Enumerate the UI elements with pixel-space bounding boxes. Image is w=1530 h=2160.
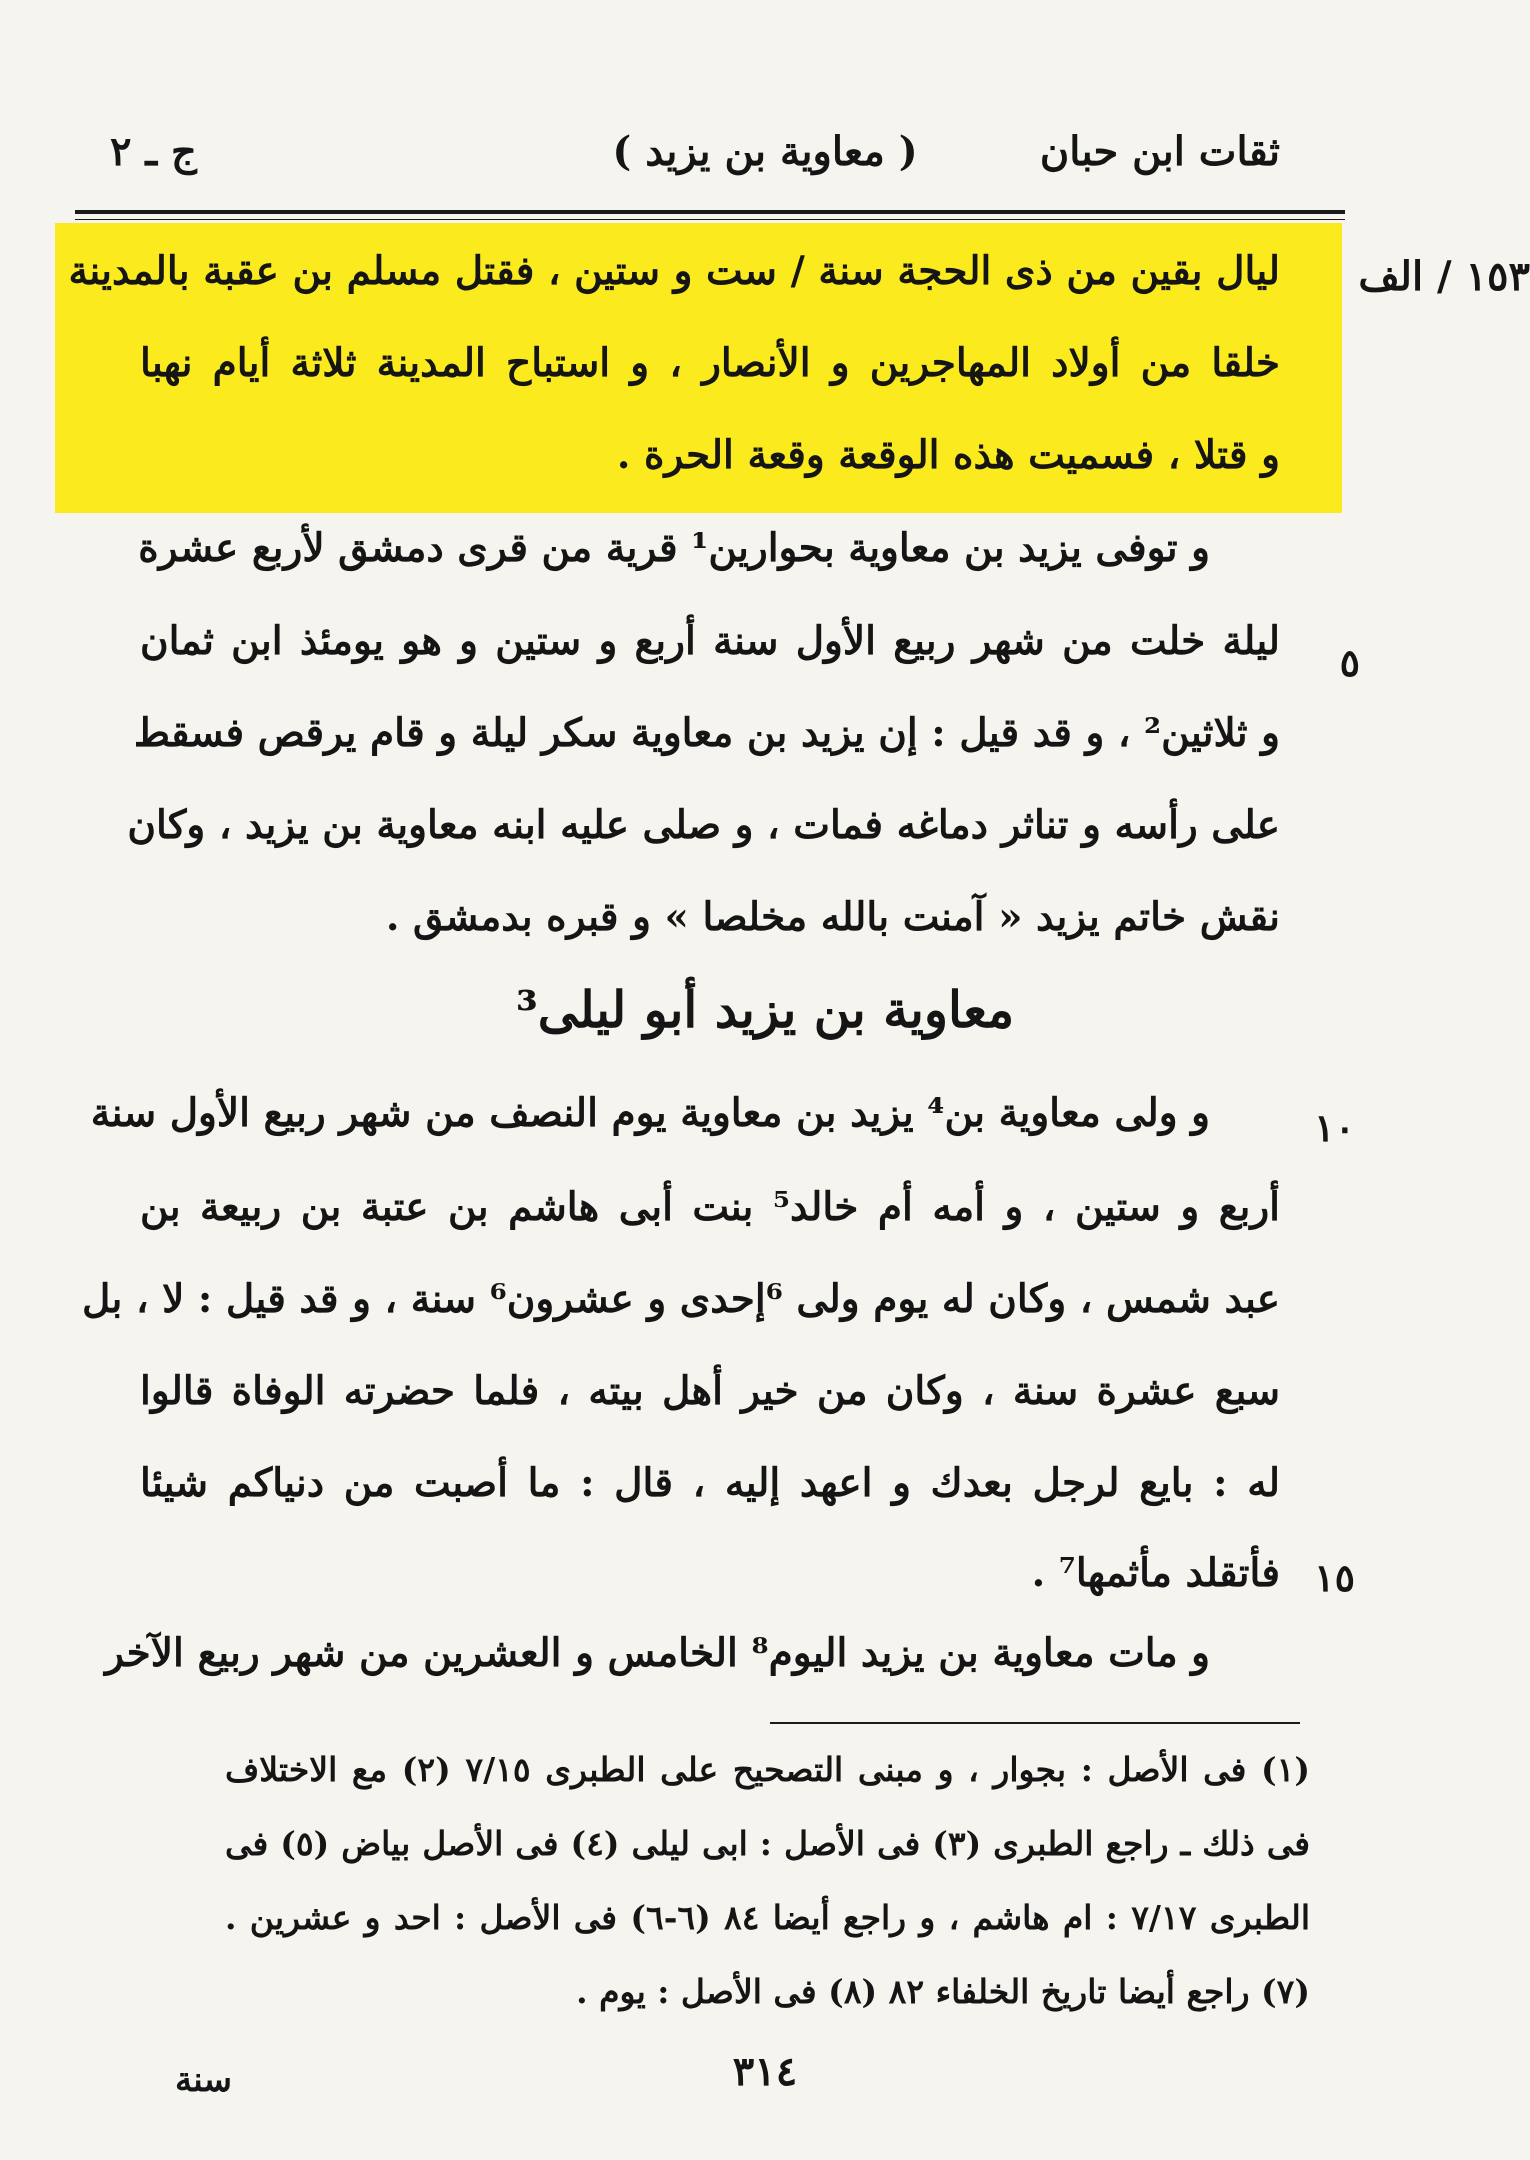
paragraph-line: و ثلاثين² ، و قد قيل : إن يزيد بن معاوية سكر ليلة و قام يرقص فسقط	[133, 710, 1280, 756]
highlighted-line: ليال بقين من ذى الحجة سنة / ست و ستين ، فقتل مسلم بن عقبة بالمدينة	[68, 248, 1280, 294]
paragraph-line: ليلة خلت من شهر ربيع الأول سنة أربع و ستين و هو يومئذ ابن ثمان	[140, 618, 1280, 664]
paragraph-line: سبع عشرة سنة ، وكان من خير أهل بيته ، فلما حضرته الوفاة قالوا	[140, 1368, 1280, 1414]
paragraph-line: عبد شمس ، وكان له يوم ولى ⁶إحدى و عشرون⁶ سنة ، و قد قيل : لا ، بل	[81, 1276, 1280, 1322]
paragraph-line: و مات معاوية بن يزيد اليوم⁸ الخامس و العشرين من شهر ربيع الآخر	[105, 1630, 1210, 1676]
running-header-title: ثقات ابن حبان	[1039, 128, 1280, 175]
footnote-separator	[770, 1722, 1300, 1724]
paragraph-line: له : بايع لرجل بعدك و اعهد إليه ، قال : ما أصبت من دنياكم شيئا	[140, 1460, 1280, 1506]
header-rule-thick	[75, 210, 1345, 214]
highlighted-line: و قتلا ، فسميت هذه الوقعة وقعة الحرة .	[616, 432, 1280, 478]
line-number-10: ١٠	[1314, 1105, 1355, 1150]
footnote-line: (٧) راجع أيضا تاريخ الخلفاء ٨٢ (٨) فى الأصل : يوم .	[576, 1972, 1310, 2011]
signature-mark: سنة	[175, 2060, 232, 2100]
paragraph-line: أربع و ستين ، و أمه أم خالد⁵ بنت أبى هاشم بن عتبة بن ربيعة بن	[140, 1184, 1280, 1230]
footnote-line: فى ذلك ـ راجع الطبرى (٣) فى الأصل : ابى ليلى (٤) فى الأصل بياض (٥) فى	[225, 1824, 1310, 1863]
line-number-15: ١٥	[1314, 1555, 1355, 1600]
paragraph-line: على رأسه و تناثر دماغه فمات ، و صلى عليه ابنه معاوية بن يزيد ، وكان	[127, 802, 1280, 848]
section-heading: معاوية بن يزيد أبو ليلى³	[515, 980, 1015, 1039]
page-number: ٣١٤	[732, 2048, 798, 2095]
footnote-line: الطبرى ٧/١٧ : ام هاشم ، و راجع أيضا ٨٤ (٦-٦) فى الأصل : احد و عشرين .	[225, 1898, 1310, 1937]
running-header-volume: ج ـ ٢	[110, 128, 197, 175]
paragraph-line: و ولى معاوية بن⁴ يزيد بن معاوية يوم النصف من شهر ربيع الأول سنة	[90, 1090, 1210, 1136]
line-number-5: ٥	[1339, 640, 1360, 685]
folio-marker: ١٥٣ / الف	[1358, 253, 1530, 300]
paragraph-line: فأتقلد مأثمها⁷ .	[1031, 1550, 1280, 1596]
header-rule-thin	[75, 219, 1345, 220]
running-header-section: ( معاوية بن يزيد )	[612, 128, 918, 175]
paragraph-line: نقش خاتم يزيد « آمنت بالله مخلصا » و قبره بدمشق .	[385, 894, 1280, 940]
paragraph-line: و توفى يزيد بن معاوية بحوارين¹ قرية من قرى دمشق لأربع عشرة	[138, 525, 1210, 571]
highlighted-line: خلقا من أولاد المهاجرين و الأنصار ، و استباح المدينة ثلاثة أيام نهبا	[140, 340, 1280, 386]
footnote-line: (١) فى الأصل : بجوار ، و مبنى التصحيح على الطبرى ٧/١٥ (٢) مع الاختلاف	[225, 1750, 1311, 1789]
